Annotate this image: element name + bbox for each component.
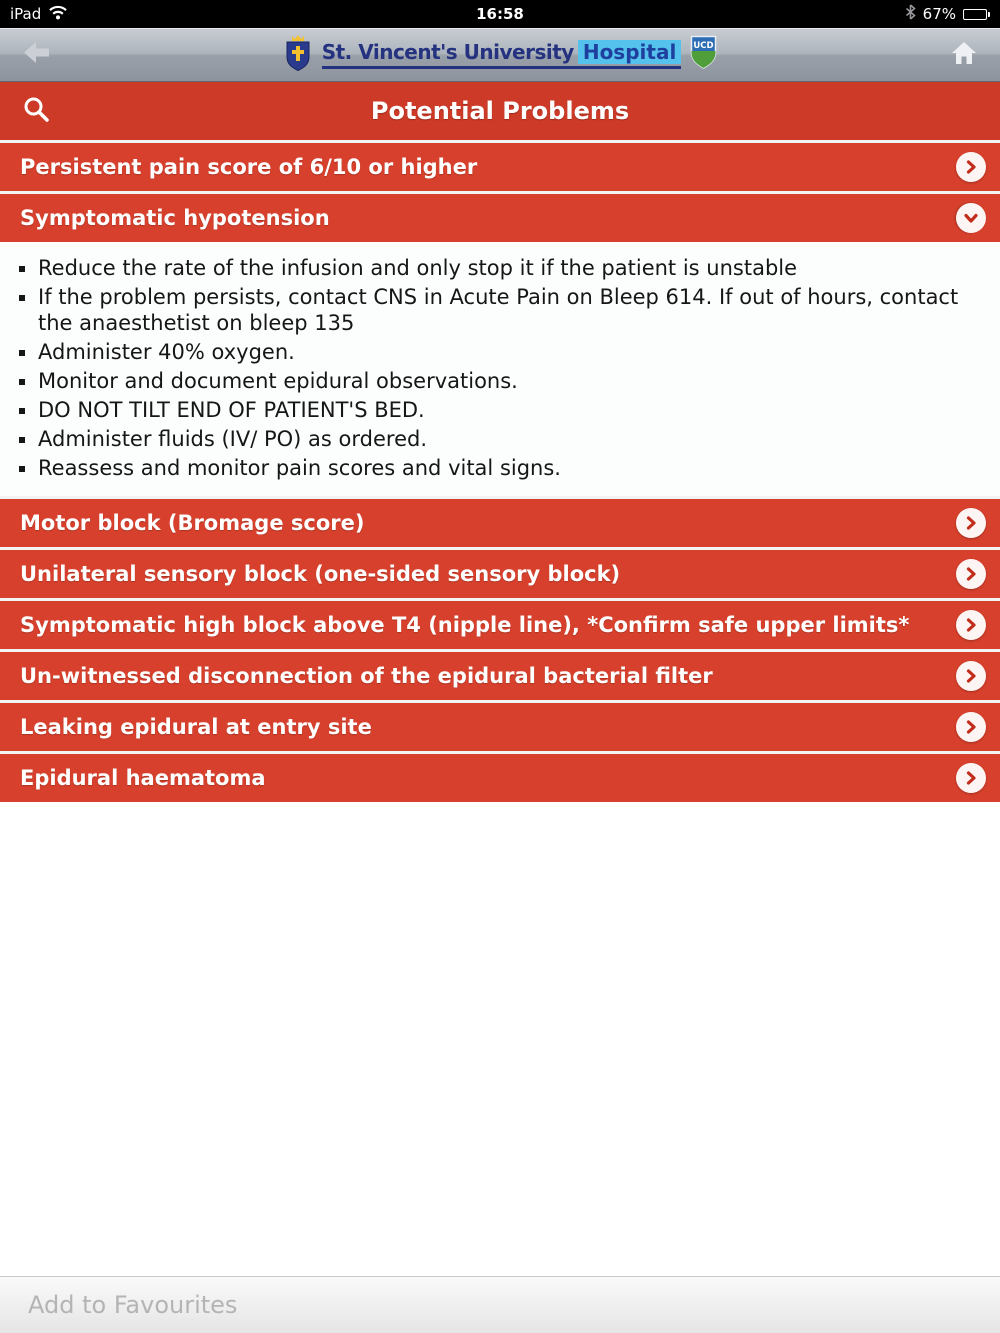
- accordion-item-symptomatic-high-block[interactable]: [0, 598, 1000, 649]
- clock: 16:58: [476, 5, 524, 23]
- accordion-item-label: Un-witnessed disconnection of the epidural bacterial filter: [20, 664, 713, 688]
- bluetooth-icon: [905, 4, 916, 24]
- logo-main-text: St. Vincent's University: [321, 40, 574, 64]
- accordion-item-unwitnessed-disconnection[interactable]: [0, 649, 1000, 700]
- instruction-bullet: ▪ If the problem persists, contact CNS in Acute Pain on Bleep 614. If out of hours, contact the anaesthetist on bleep 135: [38, 284, 982, 336]
- accordion-item-persistent-pain[interactable]: [0, 140, 1000, 191]
- chevron-down-icon[interactable]: [956, 203, 986, 233]
- accordion-item-symptomatic-hypotension[interactable]: [0, 191, 1000, 242]
- instruction-bullet: ▪ Reassess and monitor pain scores and vital signs.: [38, 455, 982, 481]
- chevron-right-icon[interactable]: [956, 712, 986, 742]
- battery-percent: 67%: [922, 5, 956, 23]
- add-to-favourites-label: Add to Favourites: [28, 1291, 238, 1319]
- chevron-right-icon[interactable]: [956, 610, 986, 640]
- hospital-logo: [283, 33, 718, 77]
- battery-icon: [963, 9, 990, 20]
- chevron-right-icon[interactable]: [956, 152, 986, 182]
- content-blank-area: [0, 802, 1000, 1276]
- accordion-item-epidural-haematoma[interactable]: [0, 751, 1000, 802]
- back-arrow-icon: [22, 40, 52, 69]
- accordion-item-label: Leaking epidural at entry site: [20, 715, 372, 739]
- carrier-label: iPad: [10, 5, 42, 23]
- nav-bar: [0, 28, 1000, 82]
- instruction-list: [6, 255, 982, 481]
- instruction-bullet: ▪ Reduce the rate of the infusion and only stop it if the patient is unstable: [38, 255, 982, 281]
- ucd-badge-icon: [690, 35, 717, 74]
- status-bar: [0, 0, 1000, 28]
- home-button[interactable]: [950, 28, 978, 81]
- chevron-right-icon[interactable]: [956, 559, 986, 589]
- home-icon: [950, 40, 978, 70]
- accordion-item-unilateral-sensory-block[interactable]: [0, 547, 1000, 598]
- chevron-right-icon[interactable]: [956, 661, 986, 691]
- chevron-right-icon[interactable]: [956, 763, 986, 793]
- accordion-item-label: Unilateral sensory block (one-sided sensory block): [20, 562, 621, 586]
- hospital-crest-icon: [283, 33, 313, 77]
- search-button[interactable]: [22, 95, 50, 127]
- page-title: Potential Problems: [370, 97, 630, 125]
- instruction-bullet: ▪ Administer 40% oxygen.: [38, 339, 982, 365]
- logo-highlight-text: Hospital: [578, 40, 681, 64]
- accordion-item-label: Symptomatic hypotension: [20, 206, 330, 230]
- chevron-right-icon[interactable]: [956, 508, 986, 538]
- instruction-bullet: ▪ Monitor and document epidural observations.: [38, 368, 982, 394]
- accordion-item-label: Symptomatic high block above T4 (nipple line), *Confirm safe upper limits*: [20, 613, 910, 637]
- expanded-detail-panel: [0, 242, 1000, 496]
- back-button[interactable]: [22, 28, 52, 81]
- accordion-item-label: Epidural haematoma: [20, 766, 266, 790]
- accordion-item-leaking-epidural[interactable]: [0, 700, 1000, 751]
- accordion-item-label: Motor block (Bromage score): [20, 511, 365, 535]
- problem-list: [0, 140, 1000, 802]
- instruction-bullet: ▪ Administer fluids (IV/ PO) as ordered.: [38, 426, 982, 452]
- accordion-item-motor-block[interactable]: [0, 496, 1000, 547]
- accordion-item-label: Persistent pain score of 6/10 or higher: [20, 155, 478, 179]
- hospital-logo-text: [322, 40, 682, 69]
- add-to-favourites-button[interactable]: [0, 1276, 1000, 1333]
- instruction-bullet: ▪ DO NOT TILT END OF PATIENT'S BED.: [38, 397, 982, 423]
- search-icon: [22, 95, 50, 127]
- svg-text:UCD: UCD: [693, 41, 714, 51]
- page-header: [0, 82, 1000, 140]
